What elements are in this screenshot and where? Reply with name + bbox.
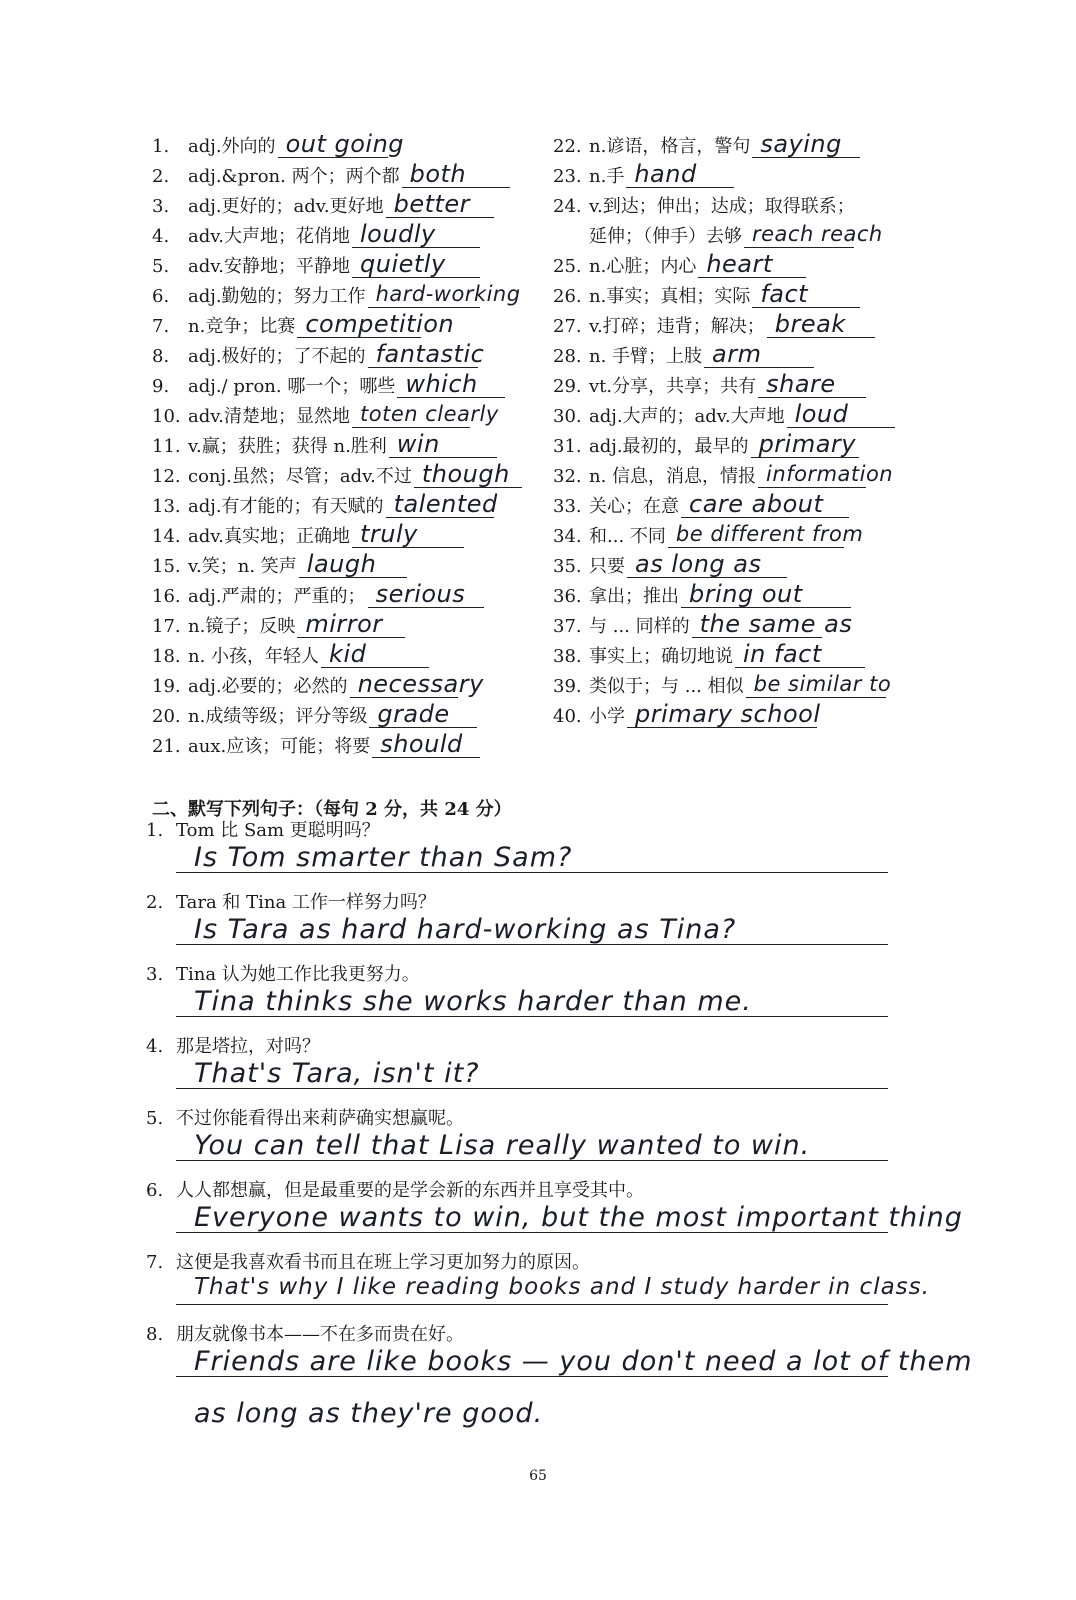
answer-blank [369, 701, 477, 728]
answer-blank [744, 221, 883, 248]
sentence-item: 3. Tina 认为她工作比我更努力。 Tina thinks she works harder than me. [146, 964, 926, 1036]
vocab-item: 25. n.心脏；内心 heart [553, 248, 933, 278]
answer-blank [368, 340, 485, 368]
handwritten-answer: share [766, 370, 836, 398]
handwritten-answer-continued: as long as they're good. [194, 1398, 544, 1429]
vocab-prompt: 与 ... 同样的 [589, 616, 690, 637]
sentence-item: 8. 朋友就像书本——不在多而贵在好。 Friends are like books — you don't need a lot of them as long as they're good. [146, 1324, 973, 1429]
vocab-item: 39. 类似于；与 ... 相似 be similar to [553, 672, 892, 697]
handwritten-answer: the same as [699, 610, 853, 638]
vocab-item: 26. n.事实；真相；实际 fact [553, 278, 933, 308]
vocab-item: 28. n. 手臂；上肢 arm [553, 338, 933, 368]
vocab-item: 32. n. 信息，消息，情报 information [553, 462, 894, 487]
handwritten-answer: truly [360, 520, 418, 548]
vocab-prompt: 延伸；（伸手）去够 [589, 226, 742, 247]
answer-blank [787, 401, 895, 428]
answer-blank [626, 161, 734, 188]
answer-blank [681, 581, 851, 608]
sentence-prompt: 人人都想赢，但是最重要的是学会新的东西并且享受其中。 [176, 1180, 644, 1201]
sentence-list [146, 820, 973, 1444]
vocab-item: 23. n.手 hand [553, 158, 933, 188]
vocab-item: 3. adj.更好的；adv.更好地 better [152, 188, 532, 218]
vocab-prompt: v.笑；n. 笑声 [188, 556, 297, 577]
answer-blank [735, 641, 865, 668]
sentence-prompt: Tom 比 Sam 更聪明吗？ [176, 820, 380, 841]
handwritten-answer: hand [634, 160, 697, 188]
handwritten-answer: fact [760, 280, 809, 308]
vocab-prompt: 只要 [589, 556, 625, 577]
handwritten-answer: necessary [357, 670, 484, 698]
vocab-prompt: adj.必要的；必然的 [188, 676, 348, 697]
answer-blank [389, 431, 497, 458]
vocab-item: 22. n.谚语，格言，警句 saying [553, 128, 933, 158]
answer-blank [372, 731, 480, 758]
answer-line [176, 1160, 888, 1161]
handwritten-answer: both [409, 160, 467, 188]
sentence-prompt: 朋友就像书本——不在多而贵在好。 [176, 1324, 464, 1345]
answer-blank [668, 521, 864, 548]
answer-blank [752, 131, 860, 158]
sentence-item: 4. 那是塔拉，对吗？ That's Tara, isn't it? [146, 1036, 926, 1108]
handwritten-answer: kid [329, 640, 367, 668]
handwritten-answer: serious [375, 580, 466, 608]
vocab-item: 18. n. 小孩，年轻人 kid [152, 638, 532, 668]
vocab-prompt: v.赢；获胜；获得 n.胜利 [188, 436, 387, 457]
vocab-prompt: n.谚语，格言，警句 [589, 136, 751, 157]
section-title: 二、默写下列句子：（每句 2 分，共 24 分） [152, 799, 512, 820]
vocab-item: 27. v.打碎；违背；解决； break [553, 308, 933, 338]
vocab-right-column [553, 128, 933, 728]
vocab-item: 13. adj.有才能的；有天赋的 talented [152, 490, 498, 518]
sentence-item: 7. 这便是我喜欢看书而且在班上学习更加努力的原因。 That's why I like reading books and I study harder in class. [146, 1252, 926, 1324]
vocab-item: 21. aux.应该；可能；将要 should [152, 728, 532, 758]
sentence-item: 5. 不过你能看得出来莉萨确实想赢呢。 You can tell that Lisa really wanted to win. [146, 1108, 926, 1180]
vocab-item: 2. adj.&pron. 两个；两个都 both [152, 158, 532, 188]
sentence-prompt: 这便是我喜欢看书而且在班上学习更加努力的原因。 [176, 1252, 590, 1273]
answer-line [176, 944, 888, 945]
handwritten-answer: heart [706, 250, 773, 278]
answer-line [176, 1088, 888, 1089]
answer-blank [386, 490, 498, 518]
answer-blank [627, 551, 787, 578]
vocab-prompt: adv.清楚地；显然地 [188, 406, 351, 427]
vocab-item: 20. n.成绩等级；评分等级 grade [152, 698, 532, 728]
handwritten-answer: Friends are like books — you don't need a lot of them [194, 1346, 973, 1377]
answer-blank [352, 521, 464, 548]
answer-blank [352, 221, 480, 248]
vocab-prompt: adj.更好的；adv.更好地 [188, 196, 384, 217]
vocab-item: 36. 拿出；推出 bring out [553, 578, 933, 608]
answer-blank [758, 461, 894, 488]
vocab-prompt: adj.&pron. 两个；两个都 [188, 166, 400, 187]
vocab-prompt: 和... 不同 [589, 526, 666, 547]
handwritten-answer: That's why I like reading books and I study harder in class. [194, 1274, 930, 1300]
answer-blank [746, 671, 892, 698]
handwritten-answer: as long as [635, 550, 762, 578]
answer-line [176, 1304, 888, 1305]
answer-blank [350, 670, 484, 698]
answer-line [176, 1376, 888, 1377]
answer-blank [397, 371, 505, 398]
vocab-prompt: conj.虽然；尽管；adv.不过 [188, 466, 412, 487]
vocab-item: 12. conj.虽然；尽管；adv.不过 though [152, 458, 532, 488]
handwritten-answer: should [380, 730, 463, 758]
answer-line [176, 872, 888, 873]
vocab-prompt: v.打碎；违背；解决； [589, 316, 765, 337]
vocab-item: 40. 小学 primary school [553, 700, 821, 728]
sentence-item: 1. Tom 比 Sam 更聪明吗？ Is Tom smarter than Sam? [146, 820, 926, 892]
answer-blank [402, 161, 510, 188]
vocab-left-column [152, 128, 532, 758]
answer-blank [321, 641, 429, 668]
handwritten-answer: You can tell that Lisa really wanted to win. [194, 1130, 811, 1161]
handwritten-answer: which [405, 370, 478, 398]
vocab-item: 5. adv.安静地；平静地 quietly [152, 248, 532, 278]
vocab-prompt: n.心脏；内心 [589, 256, 697, 277]
sentence-item: 2. Tara 和 Tina 工作一样努力吗？ Is Tara as hard hard-working as Tina? [146, 892, 926, 964]
vocab-item: 16. adj.严肃的；严重的； serious [152, 578, 532, 608]
vocab-prompt: 类似于；与 ... 相似 [589, 676, 744, 697]
answer-blank [704, 341, 814, 368]
answer-line [176, 1016, 888, 1017]
handwritten-answer: mirror [305, 610, 383, 638]
handwritten-answer: grade [377, 700, 450, 728]
vocab-prompt: n. 小孩，年轻人 [188, 646, 320, 667]
vocab-item: 4. adv.大声地；花俏地 loudly [152, 218, 532, 248]
vocab-prompt: adj.大声的；adv.大声地 [589, 406, 785, 427]
vocab-prompt: n.事实；真相；实际 [589, 286, 751, 307]
handwritten-answer: though [421, 460, 510, 488]
handwritten-answer: talented [393, 490, 498, 518]
vocab-prompt: n.竞争；比赛 [188, 316, 296, 337]
vocab-item: 38. 事实上；确切地说 in fact [553, 638, 933, 668]
handwritten-answer: Is Tara as hard hard-working as Tina? [194, 914, 737, 945]
sentence-item: 6. 人人都想赢，但是最重要的是学会新的东西并且享受其中。 Everyone wants to win, but the most important thing [146, 1180, 963, 1233]
handwritten-answer: loud [794, 400, 849, 428]
handwritten-answer: That's Tara, isn't it? [194, 1058, 480, 1089]
answer-blank [698, 251, 806, 278]
handwritten-answer: competition [305, 310, 455, 338]
answer-blank [299, 551, 407, 578]
answer-blank [368, 581, 484, 608]
handwritten-answer: primary [758, 430, 856, 458]
answer-blank [386, 191, 494, 218]
vocab-prompt: 拿出；推出 [589, 586, 679, 607]
handwritten-answer: quietly [360, 250, 446, 278]
answer-blank [751, 431, 859, 458]
answer-blank [758, 371, 866, 398]
vocab-prompt: aux.应该；可能；将要 [188, 736, 371, 757]
handwritten-answer: be similar to [753, 672, 892, 696]
answer-blank [368, 281, 521, 308]
answer-blank [767, 311, 875, 338]
handwritten-answer: be different from [675, 522, 864, 546]
sentence-prompt: Tara 和 Tina 工作一样努力吗？ [176, 892, 436, 913]
vocab-item: 34. 和... 不同 be different from [553, 522, 864, 547]
answer-blank [752, 281, 860, 308]
handwritten-answer: fantastic [375, 340, 485, 368]
vocab-prompt: n.手 [589, 166, 625, 187]
vocab-item: 24. v.到达；伸出；达成；取得联系； [553, 196, 855, 217]
answer-blank [627, 700, 821, 728]
handwritten-answer: primary school [635, 700, 821, 728]
handwritten-answer: saying [760, 130, 842, 158]
vocab-item: 9. adj./ pron. 哪一个；哪些 which [152, 368, 532, 398]
vocab-prompt: adj.勤勉的；努力工作 [188, 286, 366, 307]
handwritten-answer: bring out [689, 580, 803, 608]
handwritten-answer: win [396, 430, 440, 458]
answer-line [176, 1232, 888, 1233]
answer-blank [414, 461, 522, 488]
vocab-prompt: adj.最初的，最早的 [589, 436, 749, 457]
vocab-prompt: 事实上；确切地说 [589, 646, 733, 667]
vocab-item: 17. n.镜子；反映 mirror [152, 608, 532, 638]
vocab-item: 7. n.竞争；比赛 competition [152, 310, 455, 338]
vocab-prompt: n. 手臂；上肢 [589, 346, 703, 367]
handwritten-answer: laugh [306, 550, 377, 578]
vocab-item: 31. adj.最初的，最早的 primary [553, 428, 933, 458]
vocab-item: 33. 关心；在意 care about [553, 488, 933, 518]
vocab-prompt: adj.极好的；了不起的 [188, 346, 366, 367]
sentence-prompt: 不过你能看得出来莉萨确实想赢呢。 [176, 1108, 464, 1129]
vocab-item: 10. adv.清楚地；显然地 toten clearly [152, 402, 499, 427]
handwritten-answer: Is Tom smarter than Sam? [194, 842, 573, 873]
answer-blank [352, 401, 499, 428]
vocab-item: 19. adj.必要的；必然的 necessary [152, 670, 484, 698]
vocab-prompt: adv.真实地；正确地 [188, 526, 351, 547]
handwritten-answer: Tina thinks she works harder than me. [194, 986, 752, 1017]
handwritten-answer: Everyone wants to win, but the most important thing [194, 1202, 963, 1233]
vocab-prompt: vt.分享，共享；共有 [589, 376, 757, 397]
vocab-prompt: 关心；在意 [589, 496, 679, 517]
page-number: 65 [529, 1468, 547, 1484]
vocab-item: 29. vt.分享，共享；共有 share [553, 368, 933, 398]
vocab-item: 35. 只要 as long as [553, 548, 933, 578]
handwritten-answer: better [393, 190, 471, 218]
sentence-prompt: Tina 认为她工作比我更努力。 [176, 964, 420, 985]
answer-blank [681, 491, 849, 518]
handwritten-answer: information [766, 462, 894, 486]
handwritten-answer: loudly [360, 220, 436, 248]
answer-blank [297, 611, 405, 638]
vocab-item: 14. adv.真实地；正确地 truly [152, 518, 532, 548]
handwritten-answer: in fact [743, 640, 822, 668]
vocab-prompt: adj.严肃的；严重的； [188, 586, 366, 607]
vocab-item: 37. 与 ... 同样的 the same as [553, 610, 853, 638]
vocab-prompt: adv.大声地；花俏地 [188, 226, 351, 247]
handwritten-answer: toten clearly [360, 402, 499, 426]
vocab-prompt: adj.有才能的；有天赋的 [188, 496, 384, 517]
vocab-item: 15. v.笑；n. 笑声 laugh [152, 548, 532, 578]
vocab-item: 1. adj.外向的 out going [152, 130, 405, 158]
vocab-item: 11. v.赢；获胜；获得 n.胜利 win [152, 428, 532, 458]
vocab-prompt: adj./ pron. 哪一个；哪些 [188, 376, 396, 397]
vocab-prompt: 小学 [589, 706, 625, 727]
handwritten-answer: reach reach [752, 222, 883, 246]
handwritten-answer: care about [689, 490, 824, 518]
vocab-item: 30. adj.大声的；adv.大声地 loud [553, 398, 933, 428]
handwritten-answer: arm [712, 340, 762, 368]
vocab-item [553, 218, 933, 248]
vocab-item: 8. adj.极好的；了不起的 fantastic [152, 340, 485, 368]
vocab-prompt: adv.安静地；平静地 [188, 256, 351, 277]
vocab-item: 6. adj.勤勉的；努力工作 hard-working [152, 282, 521, 307]
vocab-prompt: adj.外向的 [188, 136, 276, 157]
handwritten-answer: break [774, 310, 846, 338]
sentence-prompt: 那是塔拉，对吗？ [176, 1036, 320, 1057]
answer-blank [352, 251, 480, 278]
vocab-prompt: n. 信息，消息，情报 [589, 466, 757, 487]
handwritten-answer: hard-working [375, 282, 521, 306]
vocab-prompt: v.到达；伸出；达成；取得联系； [589, 196, 855, 217]
handwritten-answer: out going [285, 130, 405, 158]
vocab-prompt: n.镜子；反映 [188, 616, 296, 637]
vocab-prompt: n.成绩等级；评分等级 [188, 706, 368, 727]
